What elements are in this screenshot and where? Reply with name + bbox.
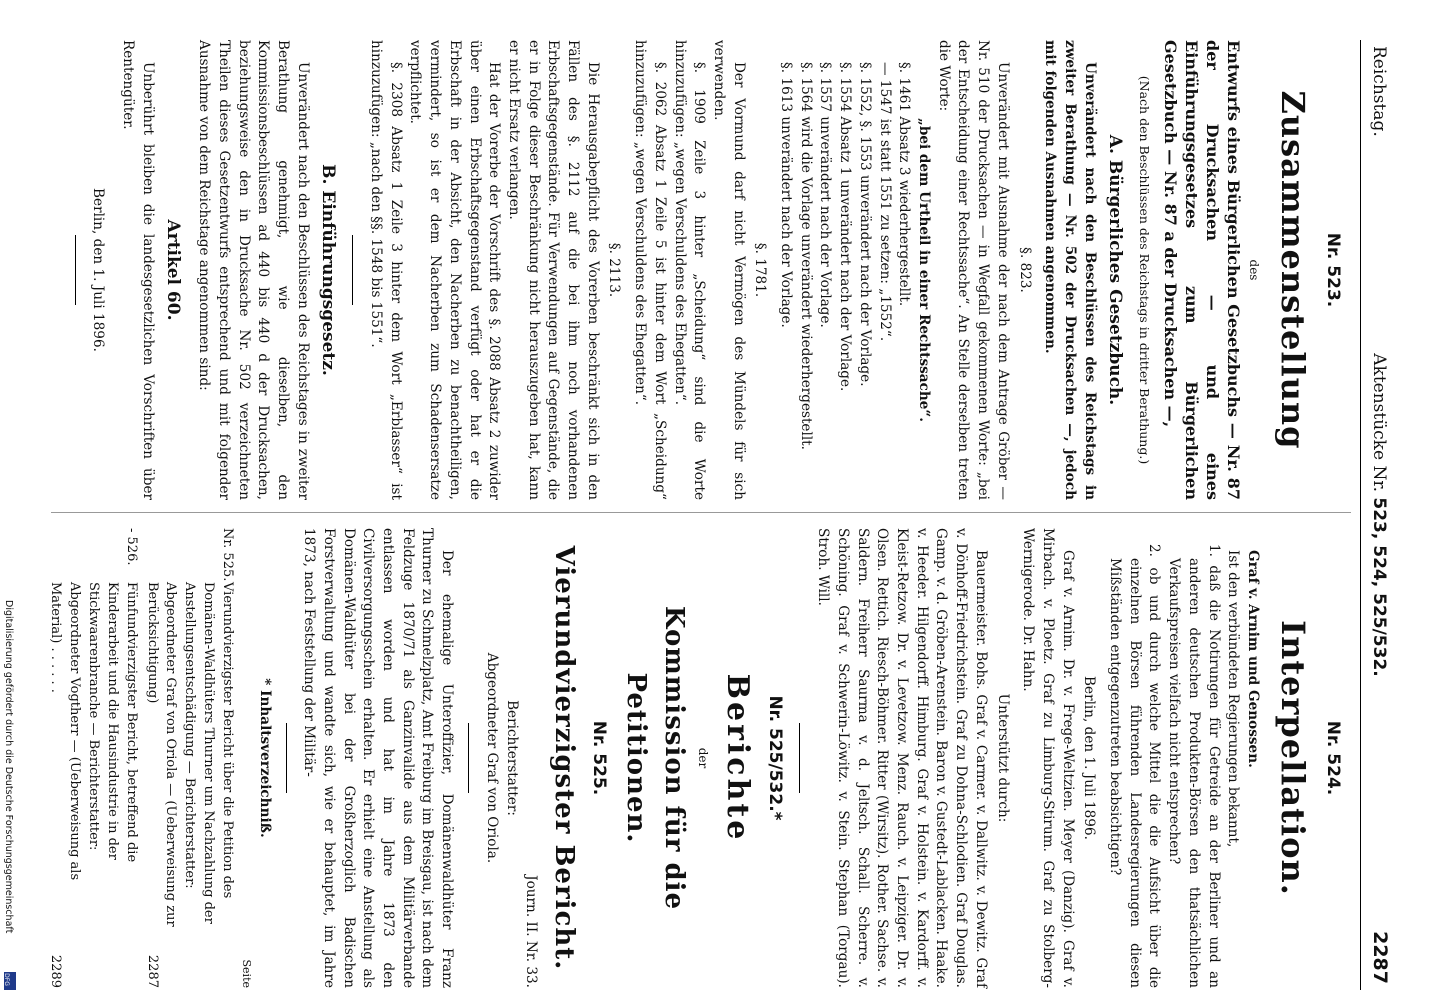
doc-title: Interpellation.: [1274, 620, 1313, 896]
date-line: Berlin, den 1. Juli 1896.: [1081, 676, 1098, 840]
article-heading: Artikel 60.: [163, 219, 184, 321]
change-list: [775, 40, 913, 500]
toc-entry: - 526. Fünfundvierzigster Bericht, betreffend die Kinderarbeit und die Hausindustrie in der Stickwaarenbranche — Berichterstatter: Abgeordneter Vogtherr — (Ueberweisung als Material) . . . . . . 2289: [48, 528, 139, 988]
toc-entry: Nr. 525. Vierundvierzigster Bericht über die Petition des Domänen-Waldhüters Thurner um Nachzahlung der Anstellungsentschädigung — Berichterstatter: Abgeordneter Graf von Oriola — (Ueberweisung zur Berücksichtigung) 2287: [144, 528, 235, 988]
divider: [352, 235, 353, 305]
divider: [800, 723, 801, 793]
doc-number: Nr. 524.: [1323, 720, 1343, 796]
header-center: Aktenstücke Nr. 523, 524, 525/532.: [1369, 353, 1389, 677]
date-line: Berlin, den 1. Juli 1896.: [90, 188, 107, 352]
draft-title: Entwurfs eines Bürgerlichen Gesetzbuchs — Nr. 87 der Drucksachen — und eines Einführungsgesetzes zum Bürgerlichen Gesetzbuch — Nr. 87 a der Drucksachen —,: [1161, 40, 1243, 500]
list-item: — 1547 ist statt 1551 zu setzen: „1552“.: [876, 62, 893, 342]
list-item: §. 1613 unverändert nach der Vorlage.: [778, 62, 795, 328]
list-item: §. 1554 Absatz 1 unverändert nach der Vorlage.: [837, 62, 854, 392]
section-heading: A. Bürgerliches Gesetzbuch.: [1105, 134, 1126, 406]
commission-title: Kommission für die Petitionen.: [621, 605, 689, 911]
document-page: [25, 40, 1395, 990]
reports-title: Berichte: [719, 673, 755, 843]
column-divider: [51, 512, 1351, 513]
page-number: 2287: [1369, 931, 1391, 984]
report-text: Der ehemalige Unteroffizier, Domänenwaldhüter Franz Thurner zu Schmelzplatz, Amt Freiburg im Breisgau, ist nach dem Feldzuge 1870/71 als Ganzinvalide aus dem Militärverbande entlassen worden und hat im Jahre 1873 den Civilversorgungsschein erhalten. Er erhielt eine Anstellung als Domänen-Waldhüter bei der Großherzoglich Badischen Forstverwaltung und wandte sich, wie er behauptet, im Jahre 1873, nach Feststellung der Militär-: [301, 528, 456, 988]
list-item: §. 1461 Absatz 3 wiederhergestellt.: [896, 62, 913, 307]
right-column: Nr. 524. Interpellation. Graf v. Arnim und Genossen. Ist den verbündeten Regierungen bekannt, 1. daß die Notirungen für Getreide an der Berliner und an anderen deutschen Produkten-Börsen den thatsächlichen Verkaufspreisen vielfach nicht entsprechen? 2. ob und durch welche Mittel die die Aufsicht über die einzelnen Börsen führenden Landesregierungen diesen Mißständen entgegenzutreten beabsichtigen? Berlin, den 1. Juli 1896. Graf v. Arnim. Dr. v. Frege-Weltzien. Meyer (Danzig). Graf v. Mirbach. v. Ploetz. Graf zu Limburg-Stirum. Graf zu Stolberg-Wernigerode. Dr. Hahn. Unterstützt durch: Bauermeister. Bohs. Graf v. Carmer. v. Dallwitz. v. Dewitz. Graf v. Dönhoff-Friedrichstein. Graf zu Dohna-Schlodien. Graf Douglas. Gamp. v. d. Gröben-Arenstein. Baron v. Gustedt-Lablacken. Haake. v. Heeder. Hilgendorff. Himburg. Graf v. Holstein. v. Kardorff. v. Kleist-Retzow. Dr. v. Levetzow. Menz. Rauch. v. Leipziger. Dr. v. Olsen. Rettich. Riesch-Böhmer. Ritter (Wirsitz). Rother. Sachse. v. Saldern. Freiherr Saurma v. d. Jeltsch. Schall. Scherre. v. Schöning. Graf v. Schwerin-Löwitz. v. Stein. Stephan (Torgau). Stroh. Will. Nr. 525/532.* Berichte der Kommission für die Petitionen. Nr. 525. Vierundvierzigster Bericht. Journ. II. Nr. 33. Berichterstatter: Abgeordneter Graf von Oriola. Der ehemalige Unteroffizier, Domänenwaldhüter Franz Thurner zu Schmelzplatz, Amt Freiburg im Breisgau, ist nach dem Feldzuge 1870/71 als Ganzinvalide aus dem Militärverbande entlassen worden und hat im Jahre 1873 den Civilversorgungsschein erhalten. Er erhielt eine Anstellung als Domänen-Waldhüter bei der Großherzoglich Badischen Forstverwaltung und wandte sich, wie er behauptet, im Jahre 1873, nach Feststellung der Militär- * Inhaltsverzeichniß. Seite Nr. 525. Vierundvierzigster Bericht über die Petition des Domänen-Waldhüters Thurner um Nachzahlung der Anstellungsentschädigung — Berichterstatter: Abgeordneter Graf von Oriola — (Ueberweisung zur Berücksichtigung) 2287 - 526. Fünfundvierzigster Bericht, betreffend die Kinderarbeit und die Hausindustrie in der Stickwaarenbranche — Berichterstatter: Abgeordneter Vogtherr — (Ueberweisung als Material) . . . . . . 2289: [43, 528, 1351, 988]
supporters: Bauermeister. Bohs. Graf v. Carmer. v. Dallwitz. v. Dewitz. Graf v. Dönhoff-Friedrichstein. Graf zu Dohna-Schlodien. Graf Douglas. Gamp. v. d. Gröben-Arenstein. Baron v. Gustedt-Lablacken. Haake. v. Heeder. Hilgendorff. Himburg. Graf v. Holstein. v. Kardorff. v. Kleist-Retzow. Dr. v. Levetzow. Menz. Rauch. v. Leipziger. Dr. v. Olsen. Rettich. Riesch-Böhmer. Ritter (Wirsitz). Rother. Sachse. v. Saldern. Freiherr Saurma v. d. Jeltsch. Schall. Scherre. v. Schöning. Graf v. Schwerin-Löwitz. v. Stein. Stephan (Torgau). Stroh. Will.: [815, 528, 989, 988]
doc-title: Zusammenstellung: [1274, 90, 1313, 450]
list-item: §. 1552, §. 1553 unverändert nach der Vorlage.: [856, 62, 873, 387]
section-heading: B. Einführungsgesetz.: [318, 164, 339, 376]
divider: [286, 723, 287, 793]
divider: [468, 723, 469, 793]
dfg-logo: DFG: [4, 972, 16, 990]
list-item: §. 1557 unverändert nach der Vorlage.: [817, 62, 834, 328]
signers: Graf v. Arnim. Dr. v. Frege-Weltzien. Meyer (Danzig). Graf v. Mirbach. v. Ploetz. Graf zu Limburg-Stirum. Graf zu Stolberg-Wernigerode. Dr. Hahn.: [1020, 528, 1076, 988]
header-left: Reichstag.: [1369, 46, 1389, 137]
digitization-footer: [2, 600, 14, 990]
toc-title: * Inhaltsverzeichniß.: [256, 678, 273, 838]
report-title: Vierundvierzigster Bericht.: [548, 545, 579, 971]
doc-number: Nr. 523.: [1323, 232, 1343, 308]
list-item: §. 1564 wird die Vorlage unverändert wiederhergestellt.: [797, 62, 814, 450]
left-column: Nr. 523. Zusammenstellung des Entwurfs eines Bürgerlichen Gesetzbuchs — Nr. 87 der Drucksachen — und eines Einführungsgesetzes zum Bürgerlichen Gesetzbuch — Nr. 87 a der Drucksachen —, (Nach den Beschlüssen des Reichstags in dritter Berathung.) A. Bürgerliches Gesetzbuch. Unverändert nach den Beschlüssen des Reichstags in zweiter Berathung — Nr. 502 der Drucksachen —, jedoch mit folgenden Ausnahmen angenommen. §. 823. Unverändert mit Ausnahme der nach dem Antrage Gröber — Nr. 510 der Drucksachen — in Wegfall gekommenen Worte: „bei der Entscheidung einer Rechtssache“. An Stelle derselben treten die Worte: „bei dem Urtheil in einer Rechtssache“. §. 1461 Absatz 3 wiederhergestellt. — 1547 ist statt 1551 zu setzen: „1552“. §. 1552, §. 1553 unverändert nach der Vorlage. §. 1554 Absatz 1 unverändert nach der Vorlage. §. 1557 unverändert nach der Vorlage. §. 1564 wird die Vorlage unverändert wiederhergestellt. §. 1613 unverändert nach der Vorlage. §. 1781. Der Vormund darf nicht Vermögen des Mündels für sich verwenden. §. 1909 Zeile 3 hinter „Scheidung“ sind die Worte hinzuzufügen: „wegen Verschuldens des Ehegatten“. §. 2062 Absatz 1 Zeile 5 ist hinter dem Wort „Scheidung“ hinzuzufügen: „wegen Verschuldens des Ehegatten“. §. 2113. Die Herausgabepflicht des Vorerben beschränkt sich in den Fällen des §. 2112 auf die bei ihm noch vorhandenen Erbschaftsgegenstände. Für Verwendungen auf Gegenstände, die er in Folge dieser Beschränkung nicht herauszugeben hat, kann er nicht Ersatz verlangen. Hat der Vorerbe der Vorschrift des §. 2088 Absatz 2 zuwider über einen Erbschaftsgegenstand verfügt oder hat er die Erbschaft in der Absicht, den Nacherben zu benachtheiligen, vermindert, so ist er dem Nacherben zum Schadensersatze verpflichtet. §. 2308 Absatz 1 Zeile 3 hinter dem Wort „Erblasser“ ist hinzuzufügen: „nach den §§. 1548 bis 1551“. B. Einführungsgesetz. Unverändert nach den Beschlüssen des Reichstages in zweiter Berathung genehmigt, wie dieselben, den Kommissionsbeschlüssen ad 440 bis 440 d der Drucksachen, beziehungsweise den in Drucksache Nr. 502 verzeichneten Theilen dieses Gesetzentwurfs entsprechend und mit folgender Ausnahme von dem Reichstage angenommen sind: Artikel 60. Unberührt bleiben die landesgesetzlichen Vorschriften über Rentengüter. Berlin, den 1. Juli 1896.: [63, 40, 1351, 500]
page-header: [1360, 40, 1395, 990]
divider: [75, 235, 76, 305]
footer-text: Digitalisierung gefördert durch die Deutsche Forschungsgemeinschaft: [3, 600, 14, 934]
